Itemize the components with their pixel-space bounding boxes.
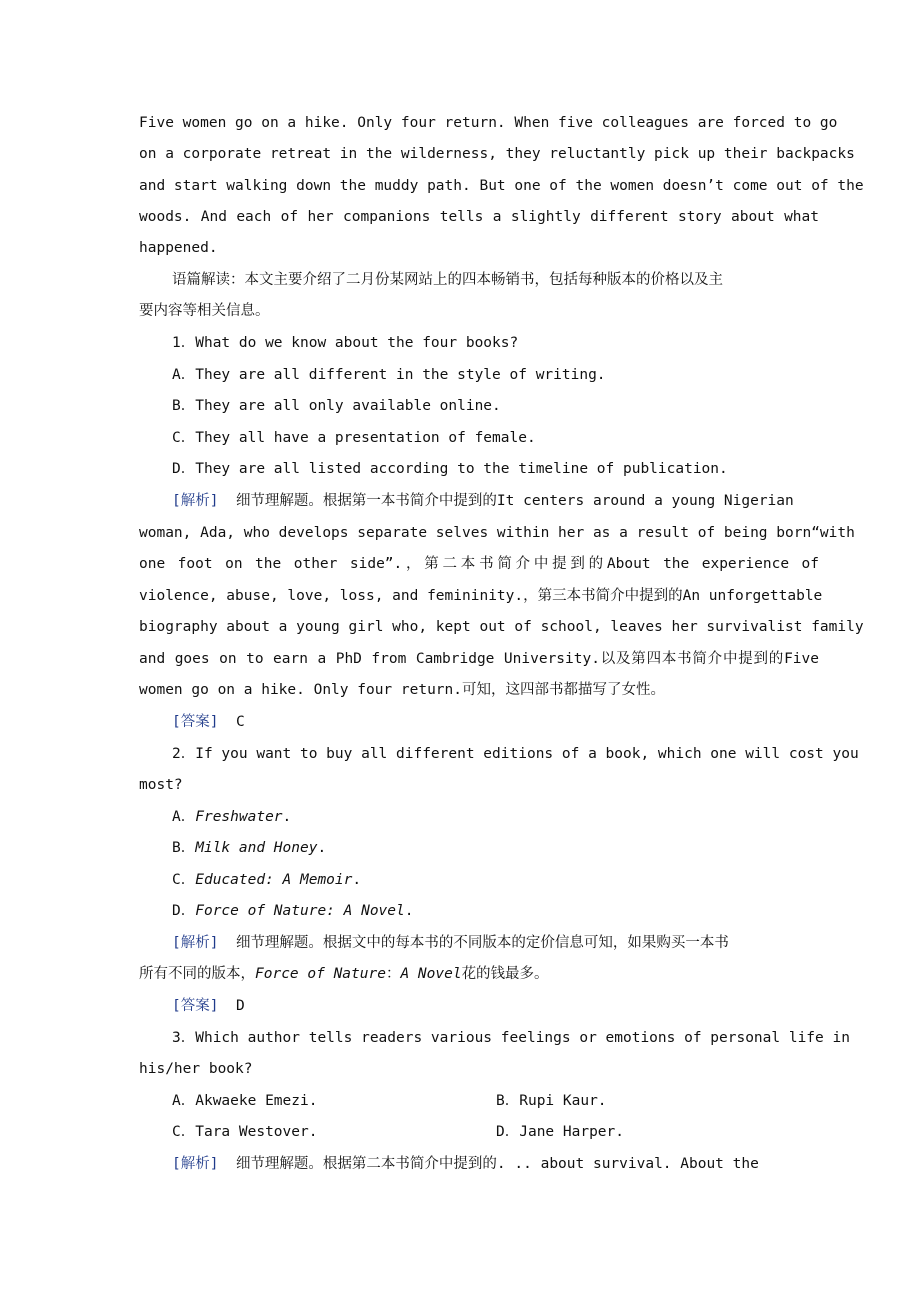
- analysis-tag: [解析]: [172, 493, 219, 509]
- option-end: .: [317, 840, 327, 856]
- analysis-text: 花的钱最多。: [461, 966, 549, 982]
- analysis-line: violence, abuse, love, loss, and femininity.，第三本书简介中提到的An unforgettable: [139, 588, 823, 604]
- question-1-answer: [172, 712, 852, 732]
- question-3-analysis-first: [172, 1154, 852, 1174]
- summary-line: 要内容等相关信息。: [139, 303, 270, 319]
- question-2-stem: 2．If you want to buy all different editions of a book, which one will cost you: [172, 746, 859, 762]
- answer-value: C: [235, 714, 245, 730]
- question-1-analysis-first: [172, 491, 802, 511]
- answer-value: D: [235, 998, 245, 1014]
- question-2-stem-cont: most?: [139, 777, 183, 793]
- option-letter: A．: [172, 809, 196, 825]
- analysis-line: women go on a hike. Only four return.可知，这四部书都描写了女性。: [139, 682, 665, 698]
- question-2-analysis-first: [172, 933, 852, 953]
- summary-line: 语篇解读：本文主要介绍了二月份某网站上的四本畅销书，包括每种版本的价格以及主: [172, 272, 723, 288]
- option-letter: B．: [172, 840, 196, 856]
- book-title: Force of Nature: [255, 966, 386, 982]
- analysis-text: ：: [385, 966, 401, 982]
- question-1-stem: 1．What do we know about the four books?: [172, 335, 519, 351]
- option-end: .: [404, 903, 414, 919]
- question-2-option-a: [172, 807, 852, 827]
- passage-line: happened.: [139, 240, 218, 256]
- book-title: Milk and Honey: [195, 840, 318, 856]
- question-1-option-d: D．They are all listed according to the timeline of publication.: [172, 461, 728, 477]
- question-3-option-d: D．Jane Harper.: [496, 1124, 624, 1140]
- question-3-options-row-1: [172, 1091, 852, 1111]
- question-2-answer: [172, 996, 852, 1016]
- book-title: Freshwater: [195, 809, 283, 825]
- question-1-option-b: B．They are all only available online.: [172, 398, 501, 414]
- option-end: .: [352, 872, 362, 888]
- analysis-text: 细节理解题。根据文中的每本书的不同版本的定价信息可知，如果购买一本书: [235, 935, 729, 951]
- analysis-tag: [解析]: [172, 935, 219, 951]
- analysis-line: one foot on the other side”.，第二本书简介中提到的About the experience of: [139, 556, 819, 572]
- question-1-option-c: C．They all have a presentation of female.: [172, 430, 536, 446]
- option-end: .: [282, 809, 292, 825]
- option-letter: D．: [172, 903, 196, 919]
- question-1-option-a: A．They are all different in the style of writing.: [172, 367, 606, 383]
- question-3-stem-cont: his/her book?: [139, 1061, 253, 1077]
- analysis-line: woman, Ada, who develops separate selves within her as a result of being born“with: [139, 525, 855, 541]
- analysis-text: 所有不同的版本，: [139, 966, 255, 982]
- book-title: Educated: A Memoir: [195, 872, 353, 888]
- option-letter: C．: [172, 872, 196, 888]
- question-3-option-b: B．Rupi Kaur.: [496, 1093, 607, 1109]
- analysis-text: 细节理解题。根据第一本书简介中提到的It centers around a young Nigerian: [235, 493, 794, 509]
- analysis-line: and goes on to earn a PhD from Cambridge University.以及第四本书简介中提到的Five: [139, 651, 819, 667]
- question-3-options-row-2: [172, 1122, 852, 1142]
- question-2-option-b: [172, 838, 852, 858]
- analysis-line: biography about a young girl who, kept out of school, leaves her survivalist family: [139, 619, 864, 635]
- passage-line: on a corporate retreat in the wilderness, they reluctantly pick up their backpacks: [139, 146, 855, 162]
- question-2-option-c: [172, 870, 852, 890]
- question-2-analysis-second: [139, 964, 819, 984]
- book-title: A Novel: [400, 966, 462, 982]
- passage-line: woods. And each of her companions tells a slightly different story about what: [139, 209, 819, 225]
- analysis-tag: [解析]: [172, 1156, 219, 1172]
- question-3-stem: 3．Which author tells readers various feelings or emotions of personal life in: [172, 1030, 850, 1046]
- question-3-option-c: C．Tara Westover.: [172, 1124, 318, 1140]
- answer-tag: [答案]: [172, 998, 219, 1014]
- analysis-text: 细节理解题。根据第二本书简介中提到的. .. about survival. About the: [235, 1156, 759, 1172]
- question-2-option-d: [172, 901, 852, 921]
- passage-line: Five women go on a hike. Only four return. When five colleagues are forced to go: [139, 115, 838, 131]
- passage-line: and start walking down the muddy path. But one of the women doesn’t come out of the: [139, 178, 864, 194]
- question-3-option-a: A．Akwaeke Emezi.: [172, 1093, 318, 1109]
- answer-tag: [答案]: [172, 714, 219, 730]
- book-title: Force of Nature: A Novel: [195, 903, 405, 919]
